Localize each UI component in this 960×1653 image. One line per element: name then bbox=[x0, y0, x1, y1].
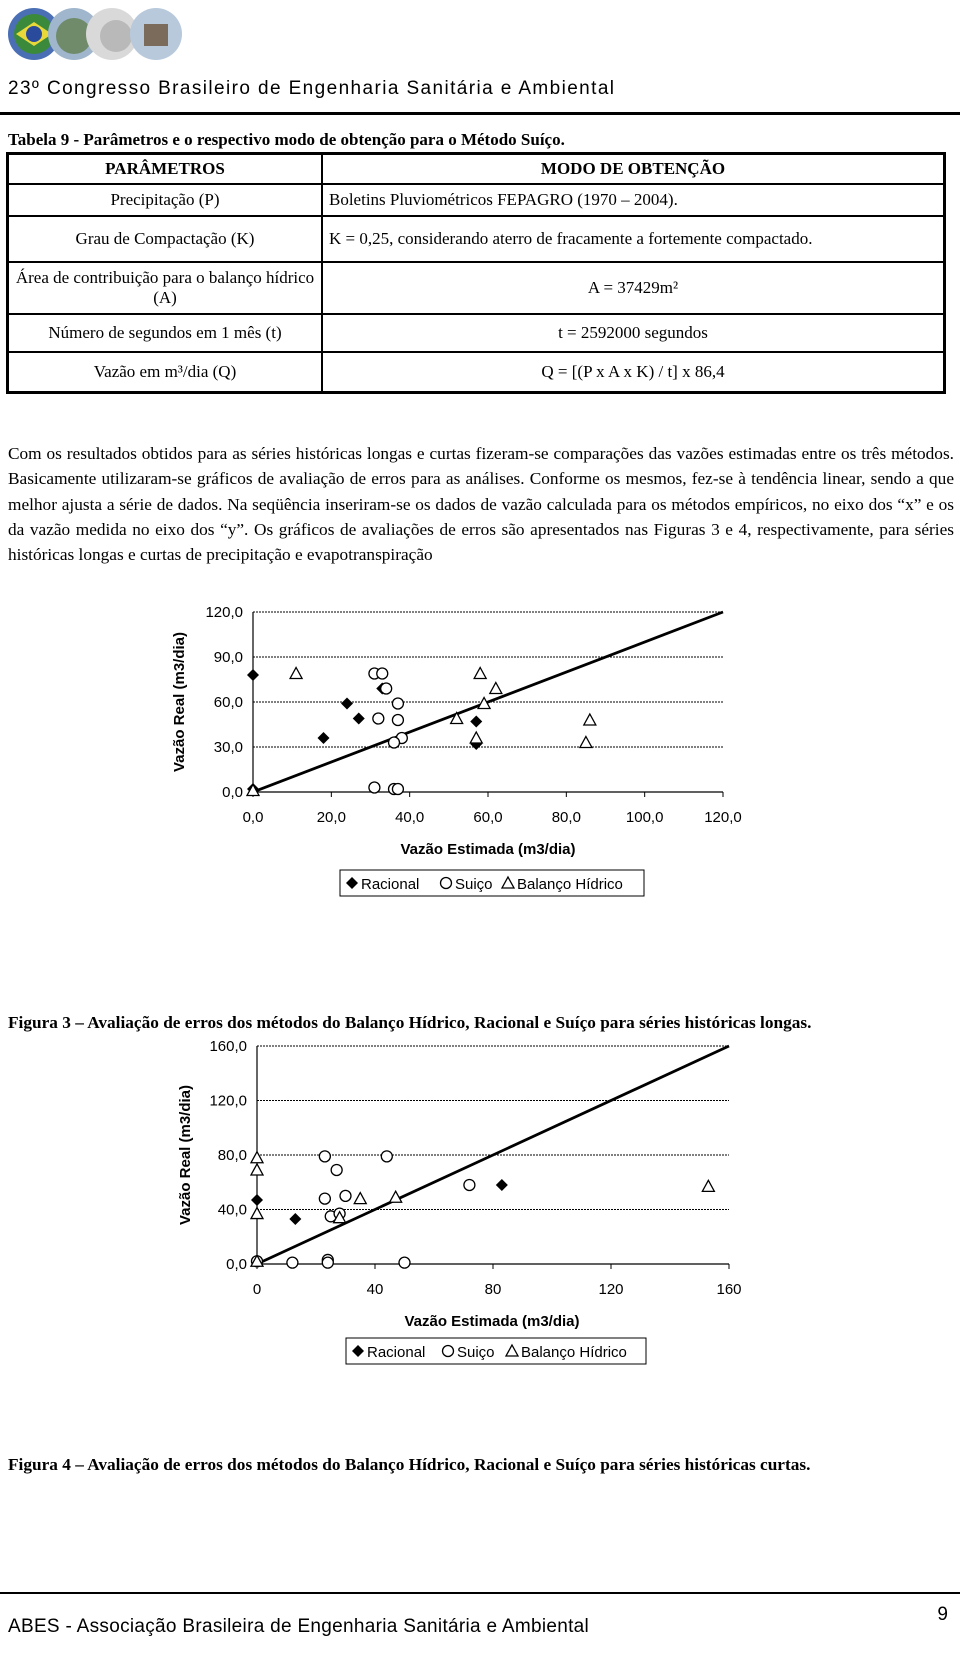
table-row bbox=[8, 216, 945, 262]
suico-point bbox=[443, 1346, 454, 1357]
footer-rule bbox=[0, 1592, 960, 1594]
balanco-point bbox=[580, 737, 592, 748]
balanco-point bbox=[354, 1193, 366, 1204]
mode-cell: A = 37429m² bbox=[322, 262, 945, 314]
legend-label: Racional bbox=[367, 1344, 426, 1361]
suico-point bbox=[392, 715, 403, 726]
y-tick-label: 0,0 bbox=[226, 1256, 247, 1273]
racional-point bbox=[341, 698, 353, 710]
table-row bbox=[8, 352, 945, 392]
y-tick-label: 120,0 bbox=[209, 1092, 247, 1110]
suico-point bbox=[322, 1257, 333, 1268]
suico-point bbox=[392, 698, 403, 709]
y-tick-label: 40,0 bbox=[217, 1201, 247, 1219]
suico-point bbox=[369, 782, 380, 793]
x-tick-label: 20,0 bbox=[316, 809, 346, 826]
congress-logo bbox=[6, 4, 206, 62]
racional-point bbox=[251, 1194, 263, 1206]
suico-point bbox=[319, 1193, 330, 1204]
y-tick-label: 160,0 bbox=[209, 1038, 247, 1055]
param-cell: Grau de Compactação (K) bbox=[8, 216, 323, 262]
legend-label: Suiço bbox=[457, 1344, 495, 1361]
balanco-point bbox=[584, 714, 596, 725]
suico-point bbox=[373, 713, 384, 724]
page-number: 9 bbox=[937, 1604, 948, 1625]
legend-label: Balanço Hídrico bbox=[521, 1344, 627, 1361]
suico-point bbox=[381, 683, 392, 694]
racional-point bbox=[496, 1179, 508, 1191]
suico-point bbox=[399, 1257, 410, 1268]
parameters-table bbox=[6, 152, 946, 394]
y-tick-label: 30,0 bbox=[213, 739, 243, 756]
balanco-point bbox=[474, 668, 486, 679]
y-tick-label: 120,0 bbox=[205, 604, 243, 621]
balanco-point bbox=[470, 732, 482, 743]
suico-point bbox=[441, 878, 452, 889]
racional-point bbox=[353, 713, 365, 725]
suico-point bbox=[319, 1151, 330, 1162]
table-row bbox=[8, 184, 945, 216]
header-rule bbox=[0, 112, 960, 115]
mode-cell: Boletins Pluviométricos FEPAGRO (1970 – 2004). bbox=[322, 184, 945, 216]
param-cell: Vazão em m³/dia (Q) bbox=[8, 352, 323, 392]
y-tick-label: 0,0 bbox=[222, 784, 243, 801]
body-paragraph: Com os resultados obtidos para as séries históricas longas e curtas fizeram-se comparações das vazões estimadas entre os três métodos. Basicamente utilizaram-se gráficos de avaliação de erros para as análises. Conforme os mesmos, fez-se à tendência linear, sendo a que melhor ajusta a série de dados. Na seqüência inseriram-se os dados de vazão calculada para os métodos empíricos, no eixo dos “x” e os da vazão medida no eixo dos “y”. Os gráficos de avaliações de erros são apresentados nas Figuras 3 e 4, respectivamente, para séries históricas longas e curtas de precipitação e evapotranspiração bbox=[8, 444, 954, 565]
racional-point bbox=[318, 732, 330, 744]
y-axis-title: Vazão Real (m3/dia) bbox=[177, 1084, 194, 1226]
col-header-params: PARÂMETROS bbox=[8, 154, 323, 185]
x-tick-label: 80 bbox=[484, 1281, 502, 1298]
x-tick-label: 80,0 bbox=[551, 809, 581, 826]
table-row bbox=[8, 262, 945, 314]
figure-4-caption: Figura 4 – Avaliação de erros dos métodos do Balanço Hídrico, Racional e Suíço para séries históricas curtas. bbox=[8, 1455, 811, 1474]
suico-point bbox=[464, 1179, 475, 1190]
y-tick-label: 80,0 bbox=[217, 1147, 247, 1164]
x-tick-label: 120 bbox=[598, 1281, 624, 1298]
param-cell: Precipitação (P) bbox=[8, 184, 323, 216]
suico-point bbox=[377, 668, 388, 679]
y-tick-label: 60,0 bbox=[213, 694, 243, 711]
x-tick-label: 160 bbox=[716, 1281, 742, 1298]
suico-point bbox=[381, 1151, 392, 1162]
x-tick-label: 0 bbox=[252, 1281, 262, 1298]
racional-point bbox=[470, 716, 482, 728]
balanco-point bbox=[490, 683, 502, 694]
x-tick-label: 60,0 bbox=[473, 809, 503, 826]
balanco-point bbox=[251, 1164, 263, 1175]
x-tick-label: 40,0 bbox=[395, 809, 425, 826]
table-row bbox=[8, 314, 945, 352]
legend-label: Suiço bbox=[455, 876, 493, 893]
param-cell: Área de contribuição para o balanço hídrico (A) bbox=[8, 262, 323, 314]
x-axis-title: Vazão Estimada (m3/dia) bbox=[400, 841, 576, 858]
legend-label: Racional bbox=[361, 876, 420, 893]
x-tick-label: 0,0 bbox=[242, 809, 264, 826]
y-axis-title: Vazão Real (m3/dia) bbox=[171, 631, 188, 773]
table-caption: Tabela 9 - Parâmetros e o respectivo modo de obtenção para o Método Suíço. bbox=[8, 130, 565, 149]
x-axis-title: Vazão Estimada (m3/dia) bbox=[404, 1313, 580, 1330]
param-cell: Número de segundos em 1 mês (t) bbox=[8, 314, 323, 352]
suico-point bbox=[392, 784, 403, 795]
table-header-row bbox=[8, 154, 945, 185]
col-header-mode: MODO DE OBTENÇÃO bbox=[322, 154, 945, 185]
suico-point bbox=[389, 737, 400, 748]
figure-3-caption: Figura 3 – Avaliação de erros dos métodos do Balanço Hídrico, Racional e Suíço para séries históricas longas. bbox=[8, 1013, 812, 1032]
suico-point bbox=[331, 1164, 342, 1175]
legend-label: Balanço Hídrico bbox=[517, 876, 623, 893]
x-tick-label: 100,0 bbox=[625, 809, 664, 826]
balanco-point bbox=[702, 1180, 714, 1191]
figure-4-chart bbox=[0, 1038, 960, 1430]
x-tick-label: 120,0 bbox=[704, 809, 742, 826]
balanco-point bbox=[290, 668, 302, 679]
suico-point bbox=[287, 1257, 298, 1268]
racional-point bbox=[247, 669, 259, 681]
y-tick-label: 90,0 bbox=[213, 649, 243, 666]
mode-cell: K = 0,25, considerando aterro de fracamente a fortemente compactado. bbox=[322, 216, 945, 262]
footer-text: ABES - Associação Brasileira de Engenharia Sanitária e Ambiental bbox=[8, 1616, 590, 1637]
mode-cell: Q = [(P x A x K) / t] x 86,4 bbox=[322, 352, 945, 392]
balanco-point bbox=[251, 1152, 263, 1163]
x-tick-label: 40 bbox=[366, 1281, 384, 1298]
figure-3-chart bbox=[0, 604, 960, 950]
mode-cell: t = 2592000 segundos bbox=[322, 314, 945, 352]
racional-point bbox=[289, 1213, 301, 1225]
congress-title: 23º Congresso Brasileiro de Engenharia Sanitária e Ambiental bbox=[8, 78, 616, 99]
suico-point bbox=[340, 1190, 351, 1201]
